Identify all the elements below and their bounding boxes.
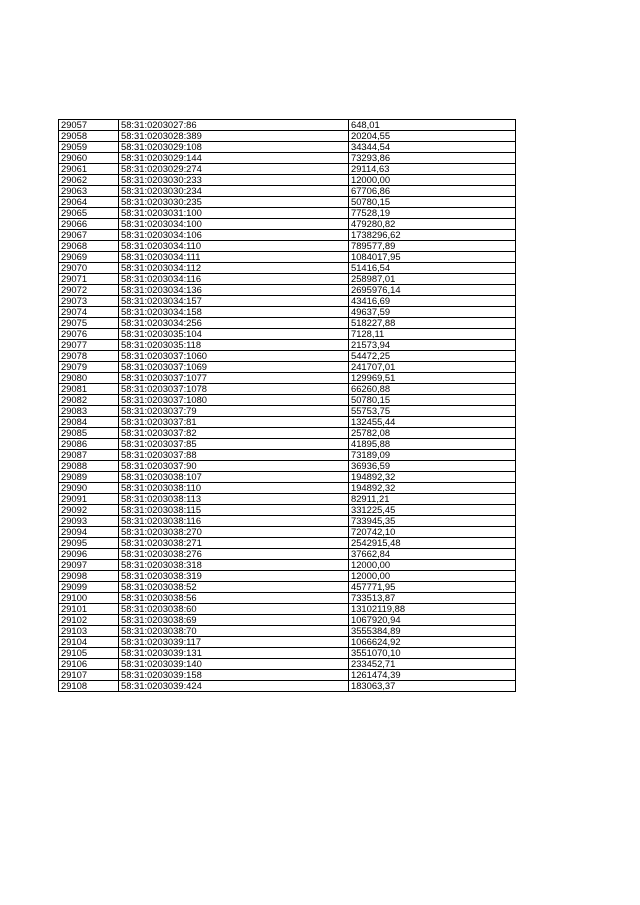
cadastral-number-cell: 58:31:0203038:52 <box>119 582 349 593</box>
value-cell: 3555384,89 <box>349 626 516 637</box>
value-cell: 13102119,88 <box>349 604 516 615</box>
cadastral-number-cell: 58:31:0203037:90 <box>119 461 349 472</box>
row-number-cell: 29070 <box>59 263 119 274</box>
row-number-cell: 29078 <box>59 351 119 362</box>
row-number-cell: 29073 <box>59 296 119 307</box>
cadastral-number-cell: 58:31:0203038:56 <box>119 593 349 604</box>
cadastral-number-cell: 58:31:0203038:270 <box>119 527 349 538</box>
table-row <box>59 285 516 296</box>
value-cell: 55753,75 <box>349 406 516 417</box>
value-cell: 51416,54 <box>349 263 516 274</box>
cadastral-number-cell: 58:31:0203038:69 <box>119 615 349 626</box>
cadastral-number-cell: 58:31:0203037:81 <box>119 417 349 428</box>
table-row <box>59 681 516 692</box>
row-number-cell: 29060 <box>59 153 119 164</box>
row-number-cell: 29063 <box>59 186 119 197</box>
table-row <box>59 461 516 472</box>
value-cell: 12000,00 <box>349 560 516 571</box>
table-row <box>59 252 516 263</box>
table-row <box>59 659 516 670</box>
value-cell: 331225,45 <box>349 505 516 516</box>
cadastral-number-cell: 58:31:0203037:1077 <box>119 373 349 384</box>
cadastral-number-cell: 58:31:0203039:131 <box>119 648 349 659</box>
table-row <box>59 197 516 208</box>
table-row <box>59 648 516 659</box>
value-cell: 82911,21 <box>349 494 516 505</box>
value-cell: 1261474,39 <box>349 670 516 681</box>
value-cell: 34344,54 <box>349 142 516 153</box>
value-cell: 41895,88 <box>349 439 516 450</box>
row-number-cell: 29102 <box>59 615 119 626</box>
cadastral-number-cell: 58:31:0203029:274 <box>119 164 349 175</box>
value-cell: 54472,25 <box>349 351 516 362</box>
table-row <box>59 527 516 538</box>
row-number-cell: 29069 <box>59 252 119 263</box>
value-cell: 7128,11 <box>349 329 516 340</box>
value-cell: 789577,89 <box>349 241 516 252</box>
cadastral-number-cell: 58:31:0203038:271 <box>119 538 349 549</box>
cadastral-number-cell: 58:31:0203035:118 <box>119 340 349 351</box>
value-cell: 77528,19 <box>349 208 516 219</box>
value-cell: 21573,94 <box>349 340 516 351</box>
row-number-cell: 29059 <box>59 142 119 153</box>
row-number-cell: 29096 <box>59 549 119 560</box>
row-number-cell: 29074 <box>59 307 119 318</box>
cadastral-number-cell: 58:31:0203034:136 <box>119 285 349 296</box>
value-cell: 1067920,94 <box>349 615 516 626</box>
row-number-cell: 29071 <box>59 274 119 285</box>
table-row <box>59 593 516 604</box>
table-row <box>59 362 516 373</box>
table-row <box>59 406 516 417</box>
row-number-cell: 29072 <box>59 285 119 296</box>
cadastral-number-cell: 58:31:0203034:158 <box>119 307 349 318</box>
table-row <box>59 373 516 384</box>
cadastral-number-cell: 58:31:0203034:106 <box>119 230 349 241</box>
row-number-cell: 29106 <box>59 659 119 670</box>
row-number-cell: 29085 <box>59 428 119 439</box>
cadastral-number-cell: 58:31:0203038:319 <box>119 571 349 582</box>
value-cell: 12000,00 <box>349 175 516 186</box>
table-row <box>59 351 516 362</box>
cadastral-number-cell: 58:31:0203028:389 <box>119 131 349 142</box>
value-cell: 67706,86 <box>349 186 516 197</box>
row-number-cell: 29103 <box>59 626 119 637</box>
value-cell: 720742,10 <box>349 527 516 538</box>
cadastral-number-cell: 58:31:0203038:276 <box>119 549 349 560</box>
cadastral-number-cell: 58:31:0203038:116 <box>119 516 349 527</box>
value-cell: 29114,63 <box>349 164 516 175</box>
value-cell: 43416,69 <box>349 296 516 307</box>
row-number-cell: 29058 <box>59 131 119 142</box>
cadastral-number-cell: 58:31:0203038:70 <box>119 626 349 637</box>
row-number-cell: 29099 <box>59 582 119 593</box>
table-row <box>59 208 516 219</box>
table-row <box>59 120 516 131</box>
cadastral-number-cell: 58:31:0203031:100 <box>119 208 349 219</box>
table-row <box>59 296 516 307</box>
row-number-cell: 29093 <box>59 516 119 527</box>
value-cell: 12000,00 <box>349 571 516 582</box>
cadastral-value-table <box>58 119 516 692</box>
cadastral-number-cell: 58:31:0203037:85 <box>119 439 349 450</box>
value-cell: 132455,44 <box>349 417 516 428</box>
value-cell: 194892,32 <box>349 472 516 483</box>
cadastral-number-cell: 58:31:0203037:82 <box>119 428 349 439</box>
table-row <box>59 483 516 494</box>
row-number-cell: 29077 <box>59 340 119 351</box>
row-number-cell: 29098 <box>59 571 119 582</box>
cadastral-number-cell: 58:31:0203037:1060 <box>119 351 349 362</box>
table-row <box>59 428 516 439</box>
row-number-cell: 29100 <box>59 593 119 604</box>
row-number-cell: 29095 <box>59 538 119 549</box>
table-row <box>59 439 516 450</box>
cadastral-number-cell: 58:31:0203034:116 <box>119 274 349 285</box>
table-row <box>59 384 516 395</box>
row-number-cell: 29068 <box>59 241 119 252</box>
cadastral-number-cell: 58:31:0203030:235 <box>119 197 349 208</box>
cadastral-number-cell: 58:31:0203038:60 <box>119 604 349 615</box>
row-number-cell: 29057 <box>59 120 119 131</box>
cadastral-number-cell: 58:31:0203038:318 <box>119 560 349 571</box>
value-cell: 3551070,10 <box>349 648 516 659</box>
value-cell: 241707,01 <box>349 362 516 373</box>
cadastral-number-cell: 58:31:0203037:88 <box>119 450 349 461</box>
cadastral-number-cell: 58:31:0203039:140 <box>119 659 349 670</box>
table-row <box>59 340 516 351</box>
value-cell: 733945,35 <box>349 516 516 527</box>
row-number-cell: 29079 <box>59 362 119 373</box>
table-row <box>59 230 516 241</box>
row-number-cell: 29094 <box>59 527 119 538</box>
cadastral-number-cell: 58:31:0203030:233 <box>119 175 349 186</box>
table-row <box>59 582 516 593</box>
row-number-cell: 29090 <box>59 483 119 494</box>
value-cell: 518227,88 <box>349 318 516 329</box>
table-body <box>59 120 516 692</box>
table-row <box>59 560 516 571</box>
table-row <box>59 626 516 637</box>
value-cell: 36936,59 <box>349 461 516 472</box>
value-cell: 183063,37 <box>349 681 516 692</box>
row-number-cell: 29101 <box>59 604 119 615</box>
cadastral-number-cell: 58:31:0203034:256 <box>119 318 349 329</box>
row-number-cell: 29083 <box>59 406 119 417</box>
row-number-cell: 29089 <box>59 472 119 483</box>
cadastral-number-cell: 58:31:0203037:1080 <box>119 395 349 406</box>
row-number-cell: 29091 <box>59 494 119 505</box>
value-cell: 1084017,95 <box>349 252 516 263</box>
cadastral-number-cell: 58:31:0203038:115 <box>119 505 349 516</box>
value-cell: 194892,32 <box>349 483 516 494</box>
table-row <box>59 241 516 252</box>
row-number-cell: 29088 <box>59 461 119 472</box>
value-cell: 733513,87 <box>349 593 516 604</box>
value-cell: 37662,84 <box>349 549 516 560</box>
row-number-cell: 29064 <box>59 197 119 208</box>
row-number-cell: 29097 <box>59 560 119 571</box>
value-cell: 648,01 <box>349 120 516 131</box>
cadastral-number-cell: 58:31:0203027:86 <box>119 120 349 131</box>
value-cell: 129969,51 <box>349 373 516 384</box>
cadastral-number-cell: 58:31:0203037:1078 <box>119 384 349 395</box>
cadastral-number-cell: 58:31:0203039:117 <box>119 637 349 648</box>
value-cell: 479280,82 <box>349 219 516 230</box>
table-row <box>59 571 516 582</box>
cadastral-number-cell: 58:31:0203039:158 <box>119 670 349 681</box>
table-row <box>59 219 516 230</box>
table-row <box>59 472 516 483</box>
table-row <box>59 417 516 428</box>
value-cell: 49637,59 <box>349 307 516 318</box>
cadastral-number-cell: 58:31:0203037:79 <box>119 406 349 417</box>
cadastral-number-cell: 58:31:0203037:1069 <box>119 362 349 373</box>
cadastral-number-cell: 58:31:0203029:144 <box>119 153 349 164</box>
row-number-cell: 29107 <box>59 670 119 681</box>
cadastral-number-cell: 58:31:0203038:113 <box>119 494 349 505</box>
table-row <box>59 505 516 516</box>
table-row <box>59 186 516 197</box>
row-number-cell: 29082 <box>59 395 119 406</box>
value-cell: 233452,71 <box>349 659 516 670</box>
table-row <box>59 604 516 615</box>
value-cell: 1066624,92 <box>349 637 516 648</box>
table-row <box>59 494 516 505</box>
cadastral-number-cell: 58:31:0203035:104 <box>119 329 349 340</box>
value-cell: 50780,15 <box>349 197 516 208</box>
value-cell: 258987,01 <box>349 274 516 285</box>
row-number-cell: 29092 <box>59 505 119 516</box>
row-number-cell: 29065 <box>59 208 119 219</box>
table-row <box>59 131 516 142</box>
value-cell: 66260,88 <box>349 384 516 395</box>
row-number-cell: 29067 <box>59 230 119 241</box>
cadastral-number-cell: 58:31:0203034:110 <box>119 241 349 252</box>
cadastral-number-cell: 58:31:0203029:108 <box>119 142 349 153</box>
table-row <box>59 538 516 549</box>
table-row <box>59 450 516 461</box>
table-row <box>59 329 516 340</box>
row-number-cell: 29084 <box>59 417 119 428</box>
cadastral-number-cell: 58:31:0203034:100 <box>119 219 349 230</box>
row-number-cell: 29104 <box>59 637 119 648</box>
table-row <box>59 153 516 164</box>
cadastral-number-cell: 58:31:0203030:234 <box>119 186 349 197</box>
row-number-cell: 29076 <box>59 329 119 340</box>
cadastral-number-cell: 58:31:0203039:424 <box>119 681 349 692</box>
table-row <box>59 263 516 274</box>
cadastral-number-cell: 58:31:0203038:107 <box>119 472 349 483</box>
row-number-cell: 29062 <box>59 175 119 186</box>
value-cell: 1738296,62 <box>349 230 516 241</box>
value-cell: 2542915,48 <box>349 538 516 549</box>
row-number-cell: 29080 <box>59 373 119 384</box>
cadastral-number-cell: 58:31:0203034:111 <box>119 252 349 263</box>
table-row <box>59 637 516 648</box>
cadastral-number-cell: 58:31:0203034:157 <box>119 296 349 307</box>
row-number-cell: 29075 <box>59 318 119 329</box>
value-cell: 25782,08 <box>349 428 516 439</box>
row-number-cell: 29105 <box>59 648 119 659</box>
row-number-cell: 29087 <box>59 450 119 461</box>
table-row <box>59 615 516 626</box>
table-row <box>59 274 516 285</box>
cadastral-number-cell: 58:31:0203034:112 <box>119 263 349 274</box>
row-number-cell: 29066 <box>59 219 119 230</box>
value-cell: 2695976,14 <box>349 285 516 296</box>
table-row <box>59 516 516 527</box>
value-cell: 457771,95 <box>349 582 516 593</box>
value-cell: 50780,15 <box>349 395 516 406</box>
row-number-cell: 29061 <box>59 164 119 175</box>
table-row <box>59 395 516 406</box>
table-row <box>59 307 516 318</box>
table-row <box>59 164 516 175</box>
value-cell: 20204,55 <box>349 131 516 142</box>
row-number-cell: 29108 <box>59 681 119 692</box>
row-number-cell: 29086 <box>59 439 119 450</box>
value-cell: 73189,09 <box>349 450 516 461</box>
value-cell: 73293,86 <box>349 153 516 164</box>
cadastral-number-cell: 58:31:0203038:110 <box>119 483 349 494</box>
table-row <box>59 318 516 329</box>
row-number-cell: 29081 <box>59 384 119 395</box>
table-row <box>59 175 516 186</box>
table-row <box>59 142 516 153</box>
table-row <box>59 670 516 681</box>
table-row <box>59 549 516 560</box>
